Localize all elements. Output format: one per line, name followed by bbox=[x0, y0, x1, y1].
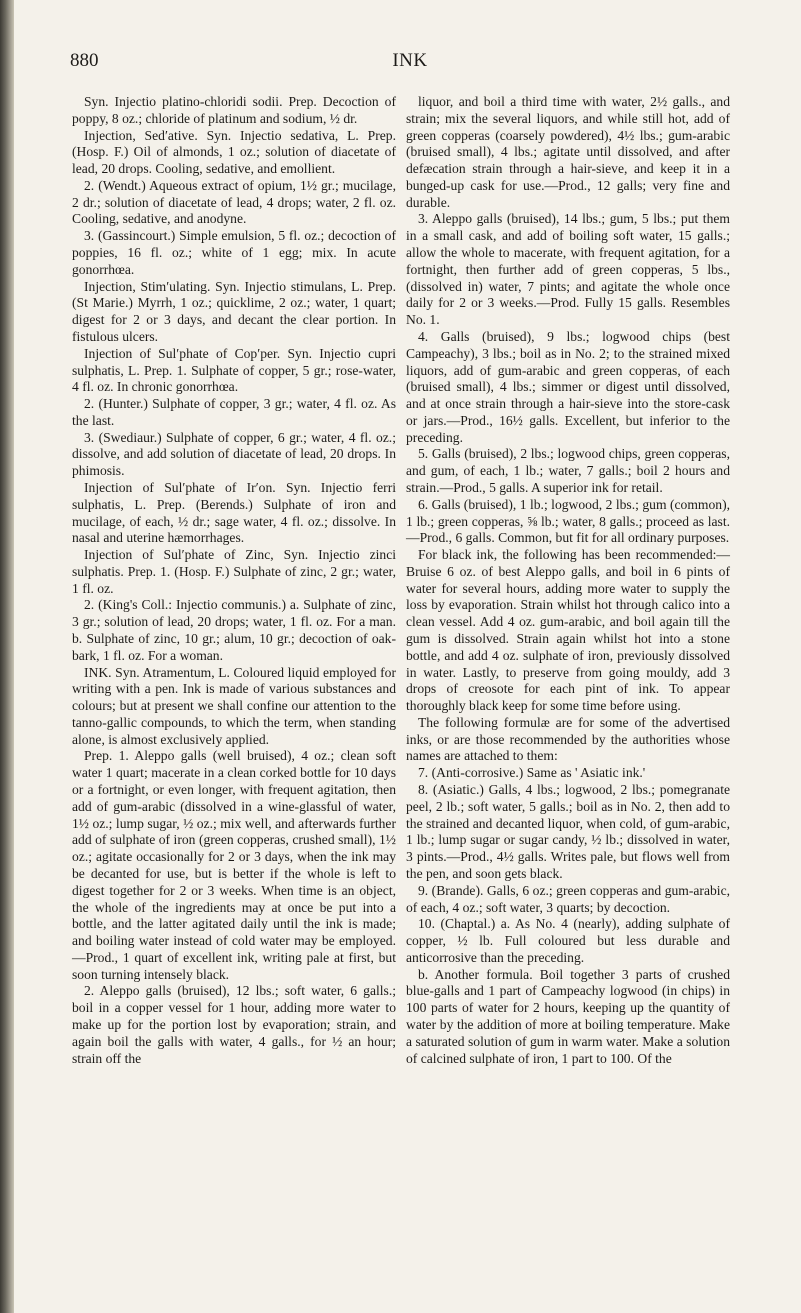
text-paragraph: 10. (Chaptal.) a. As No. 4 (nearly), adding sulphate of copper, ½ lb. Full coloured but less durable and anticorrosive than the preceding. bbox=[406, 916, 730, 965]
text-paragraph: b. Another formula. Boil together 3 parts of crushed blue-galls and 1 part of Campeachy logwood (in chips) in 100 parts of water for 2 hours, keeping up the quantity of water by the addition of more at boiling temperature. Make a saturated solution of gum in warm water. Make a solution of calcined sulphate of iron, 1 part to 100. Of the bbox=[406, 966, 730, 1066]
text-paragraph: Injection of Sul′phate of Zinc, Syn. Injectio zinci sulphatis. Prep. 1. (Hosp. F.) Sulphate of zinc, 2 gr.; water, 1 fl. oz. bbox=[72, 547, 396, 596]
left-column bbox=[72, 94, 396, 1067]
text-paragraph: 5. Galls (bruised), 2 lbs.; logwood chips, green copperas, and gum, of each, 1 lb.; water, 7 galls.; boil 2 hours and strain.—Prod., 5 galls. A superior ink for retail. bbox=[406, 446, 730, 495]
text-paragraph: Injection of Sul′phate of Cop′per. Syn. Injectio cupri sulphatis, L. Prep. 1. Sulphate of copper, 5 gr.; rose-water, 4 fl. oz. In chronic gonorrhœa. bbox=[72, 345, 396, 395]
text-paragraph: 9. (Brande). Galls, 6 oz.; green copperas and gum-arabic, of each, 4 oz.; soft water, 3 quarts; by decoction. bbox=[406, 882, 730, 915]
text-paragraph: 2. (Wendt.) Aqueous extract of opium, 1½ gr.; mucilage, 2 dr.; solution of diacetate of lead, 4 drops; water, 2 fl. oz. Cooling, sedative, and anodyne. bbox=[72, 177, 396, 227]
text-paragraph: Injection of Sul′phate of Ir′on. Syn. Injectio ferri sulphatis, L. Prep. (Berends.) Sulphate of iron and mucilage, of each, ½ dr.; sage water, 4 fl. oz.; dissolve. In nasal and uterine hæmorrhages. bbox=[72, 479, 396, 546]
right-column bbox=[406, 94, 730, 1067]
text-paragraph: liquor, and boil a third time with water, 2½ galls., and strain; mix the several liquors, and while still hot, add of green copperas (coarsely powdered), 4½ lbs.; gum-arabic (bruised small), 4 lbs.; agitate until dissolved, and after defæcation strain through a hair-sieve, and keep it in a bunged-up cask for use.—Prod., 12 galls; very fine and durable. bbox=[406, 94, 730, 210]
text-paragraph: 7. (Anti-corrosive.) Same as ' Asiatic ink.' bbox=[418, 765, 646, 781]
text-paragraph: Prep. 1. Aleppo galls (well bruised), 4 oz.; clean soft water 1 quart; macerate in a clean corked bottle for 10 days or a fortnight, or even longer, with frequent agitation, then add of gum-arabic (dissolved in a wine-glassful of water, 1½ oz.; lump sugar, ½ oz.; mix well, and afterwards further add of sulphate of iron (green copperas, crushed small), 1½ oz.; agitate occasionally for 2 or 3 days, when the ink may be decanted for use, but is better if the whole is left to digest together for 2 or 3 weeks. When time is an object, the whole of the ingredients may at once be put into a bottle, and the latter agitated daily until the ink is made; and boiling water instead of cold water may be employed.—Prod., 1 quart of excellent ink, writing pale at first, but soon turning intensely black. bbox=[72, 748, 396, 982]
text-paragraph: 2. Aleppo galls (bruised), 12 lbs.; soft water, 6 galls.; boil in a copper vessel for 1 hour, adding more water to make up for the portion lost by evaporation; strain, and again boil the galls with water, 4 galls., for ½ an hour; strain off the bbox=[72, 983, 396, 1066]
text-paragraph: 2. (King's Coll.: Injectio communis.) a. Sulphate of zinc, 3 gr.; solution of lead, 20 drops; water, 1 fl. oz. For a man. b. Sulphate of zinc, 10 gr.; alum, 10 gr.; decoction of oak-bark, 1 fl. oz. For a woman. bbox=[72, 597, 396, 663]
page-number: 880 bbox=[70, 50, 99, 71]
text-paragraph: 6. Galls (bruised), 1 lb.; logwood, 2 lbs.; gum (common), 1 lb.; green copperas, ⅝ lb.; water, 8 galls.; proceed as last.—Prod., 6 galls. Common, but fit for all ordinary purposes. bbox=[406, 496, 730, 546]
text-paragraph: INK. Syn. Atramentum, L. Coloured liquid employed for writing with a pen. Ink is made of various substances and colours; but at present we shall confine our attention to the tanno-gallic compounds, to which the term, when standing alone, is almost exclusively applied. bbox=[72, 664, 396, 747]
text-paragraph: The following formulæ are for some of the advertised inks, or are those recommended by the authorities whose names are attached to them: bbox=[406, 714, 730, 764]
text-paragraph: For black ink, the following has been recommended:—Bruise 6 oz. of best Aleppo galls, and boil in 6 pints of water for several hours, adding more water to supply the loss by evaporation. Strain whilst hot through calico into a clean vessel. Add 4 oz. gum-arabic, and boil again till the gum is dissolved. Strain again whilst hot into a stone bottle, and add 4 oz. sulphate of iron, previously dissolved in water. Lastly, to preserve from going mouldy, add 3 drops of creosote for each pint of ink. To appear thoroughly black keep for some time before using. bbox=[406, 547, 730, 714]
running-title: INK bbox=[392, 50, 428, 71]
text-paragraph: Injection, Stim′ulating. Syn. Injectio stimulans, L. Prep. (St Marie.) Myrrh, 1 oz.; quicklime, 2 oz.; water, 1 quart; digest for 2 or 3 days, and decant the clear portion. In fistulous ulcers. bbox=[72, 278, 396, 344]
text-paragraph: 8. (Asiatic.) Galls, 4 lbs.; logwood, 2 lbs.; pomegranate peel, 2 lb.; soft water, 5 galls.; boil as in No. 2, then add to the strained and decanted liquor, when cold, of gum-arabic, 1 lb.; lump sugar or sugar candy, ½ lb.; dissolved in water, 3 pints.—Prod., 4½ galls. Writes pale, but flows well from the pen, and soon gets black. bbox=[406, 782, 730, 881]
text-paragraph: Injection, Sed′ative. Syn. Injectio sedativa, L. Prep. (Hosp. F.) Oil of almonds, 1 oz.; solution of diacetate of lead, 20 drops. Cooling, sedative, and emollient. bbox=[72, 127, 396, 177]
text-paragraph: Syn. Injectio platino-chloridi sodii. Prep. Decoction of poppy, 8 oz.; chloride of platinum and sodium, ½ dr. bbox=[72, 94, 396, 126]
page-header bbox=[70, 50, 750, 76]
text-paragraph: 2. (Hunter.) Sulphate of copper, 3 gr.; water, 4 fl. oz. As the last. bbox=[72, 396, 396, 428]
page-binding-edge bbox=[0, 0, 14, 1313]
text-paragraph: 3. Aleppo galls (bruised), 14 lbs.; gum, 5 lbs.; put them in a small cask, and add of boiling soft water, 15 galls.; allow the whole to macerate, with frequent agitation, for a fortnight, then further add of green copperas, 5 lbs., (dissolved in) water, 7 pints; and agitate the whole once daily for 2 or 3 weeks.—Prod. Fully 15 galls. Resembles No. 1. bbox=[406, 211, 730, 328]
text-paragraph: 3. (Gassincourt.) Simple emulsion, 5 fl. oz.; decoction of poppies, 16 fl. oz.; white of 1 egg; mix. In acute gonorrhœa. bbox=[72, 228, 396, 277]
text-paragraph: 4. Galls (bruised), 9 lbs.; logwood chips (best Campeachy), 3 lbs.; boil as in No. 2; to the strained mixed liquors, add of gum-arabic and green copperas, of each (bruised small), 4 lbs.; simmer or digest until dissolved, and at once strain through a hair-sieve into the store-cask or jars.—Prod., 16½ galls. Excellent, but inferior to the preceding. bbox=[406, 328, 730, 445]
text-paragraph: 3. (Swediaur.) Sulphate of copper, 6 gr.; water, 4 fl. oz.; dissolve, and add solution of diacetate of lead, 20 drops. In phimosis. bbox=[72, 429, 396, 479]
